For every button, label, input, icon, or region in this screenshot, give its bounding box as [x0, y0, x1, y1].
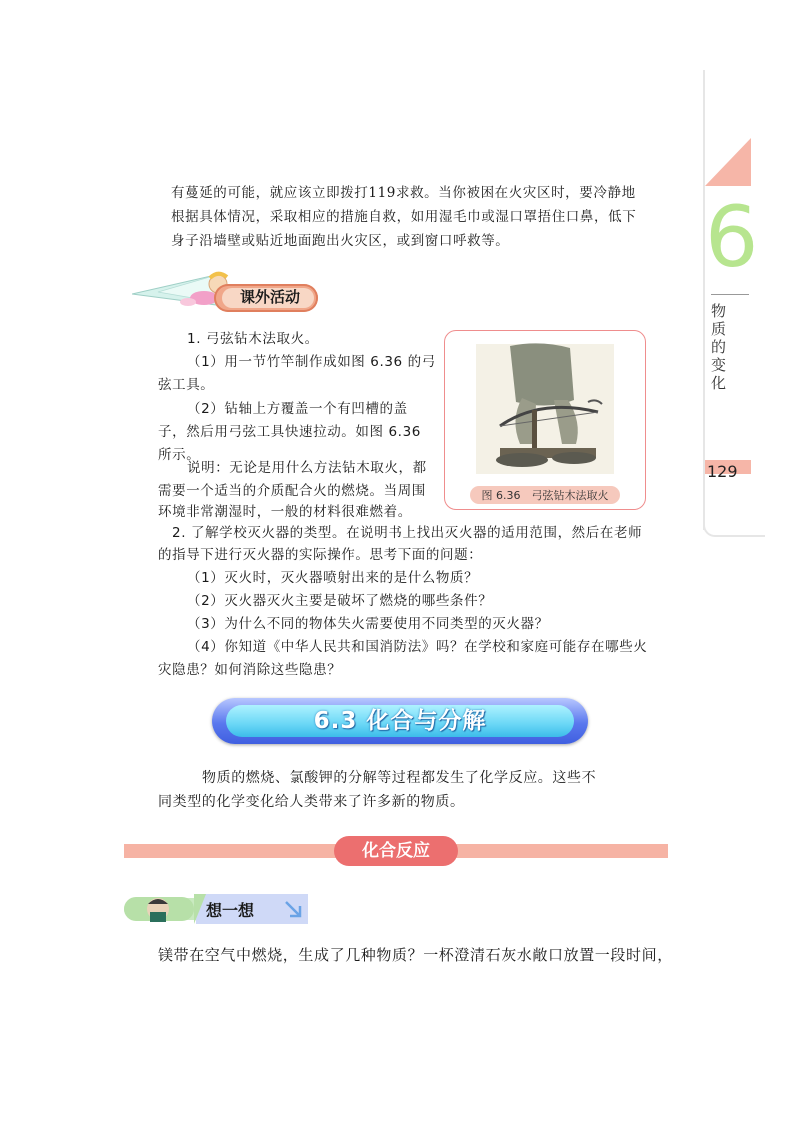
bow-drill-illustration	[470, 340, 620, 480]
arrow-down-right-icon	[282, 898, 304, 920]
activity-line-8: 需要一个适当的介质配合火的燃烧。当周围	[158, 483, 426, 499]
activity-line-7: 说明：无论是用什么方法钻木取火，都	[187, 460, 427, 476]
page-number: 129	[707, 462, 738, 481]
activity-line-16: 灾隐患？如何消除这些隐患？	[158, 662, 342, 678]
activity-line-9: 环境非常潮湿时，一般的材料很难燃着。	[158, 504, 412, 520]
section-title: 6.3 化合与分解	[313, 708, 487, 734]
intro-line-2: 根据具体情况，采取相应的措施自救，如用湿毛巾或湿口罩捂住口鼻，低下	[171, 209, 637, 225]
chapter-number: 6	[705, 188, 759, 286]
activity-line-12: （1）灭火时，灭火器喷射出来的是什么物质？	[187, 570, 479, 586]
section-intro-line-2: 同类型的化学变化给人类带来了许多新的物质。	[158, 794, 465, 810]
chapter-title: 物质的变化	[711, 302, 727, 392]
section-intro-line-1: 物质的燃烧、氯酸钾的分解等过程都发生了化学反应。这些不	[202, 770, 597, 786]
figure-caption: 图 6.36 弓弦钻木法取火	[481, 489, 609, 502]
activity-heading: 课外活动	[239, 288, 300, 306]
activity-line-14: （3）为什么不同的物体失火需要使用不同类型的灭火器？	[187, 616, 549, 632]
activity-line-11: 的指导下进行灭火器的实际操作。思考下面的问题：	[158, 547, 483, 563]
intro-line-1: 有蔓延的可能，就应该立即拨打119求救。当你被困在火灾区时，要冷静地	[171, 185, 636, 201]
intro-line-3: 身子沿墙壁或贴近地面跑出火灾区，或到窗口呼救等。	[171, 233, 510, 249]
think-heading: 想一想	[206, 901, 255, 920]
activity-line-1: 1. 弓弦钻木法取火。	[187, 331, 319, 347]
chapter-tab-triangle	[705, 138, 751, 186]
activity-line-4: （2）钻轴上方覆盖一个有凹槽的盖	[187, 401, 408, 417]
think-line: 镁带在空气中燃烧，生成了几种物质？一杯澄清石灰水敞口放置一段时间，	[158, 946, 673, 964]
activity-line-6: 所示。	[158, 447, 201, 463]
combination-heading: 化合反应	[362, 841, 430, 861]
activity-line-10: 2. 了解学校灭火器的类型。在说明书上找出灭火器的适用范围，然后在老师	[172, 525, 643, 541]
activity-line-5: 子，然后用弓弦工具快速拉动。如图 6.36	[158, 424, 421, 440]
activity-line-2: （1）用一节竹竿制作成如图 6.36 的弓	[187, 354, 436, 370]
activity-line-15: （4）你知道《中华人民共和国消防法》吗？在学校和家庭可能存在哪些火	[187, 639, 648, 655]
activity-line-13: （2）灭火器灭火主要是破坏了燃烧的哪些条件？	[187, 593, 493, 609]
margin-rule-curve	[703, 525, 765, 537]
chapter-divider	[711, 294, 749, 295]
activity-line-3: 弦工具。	[158, 377, 215, 393]
